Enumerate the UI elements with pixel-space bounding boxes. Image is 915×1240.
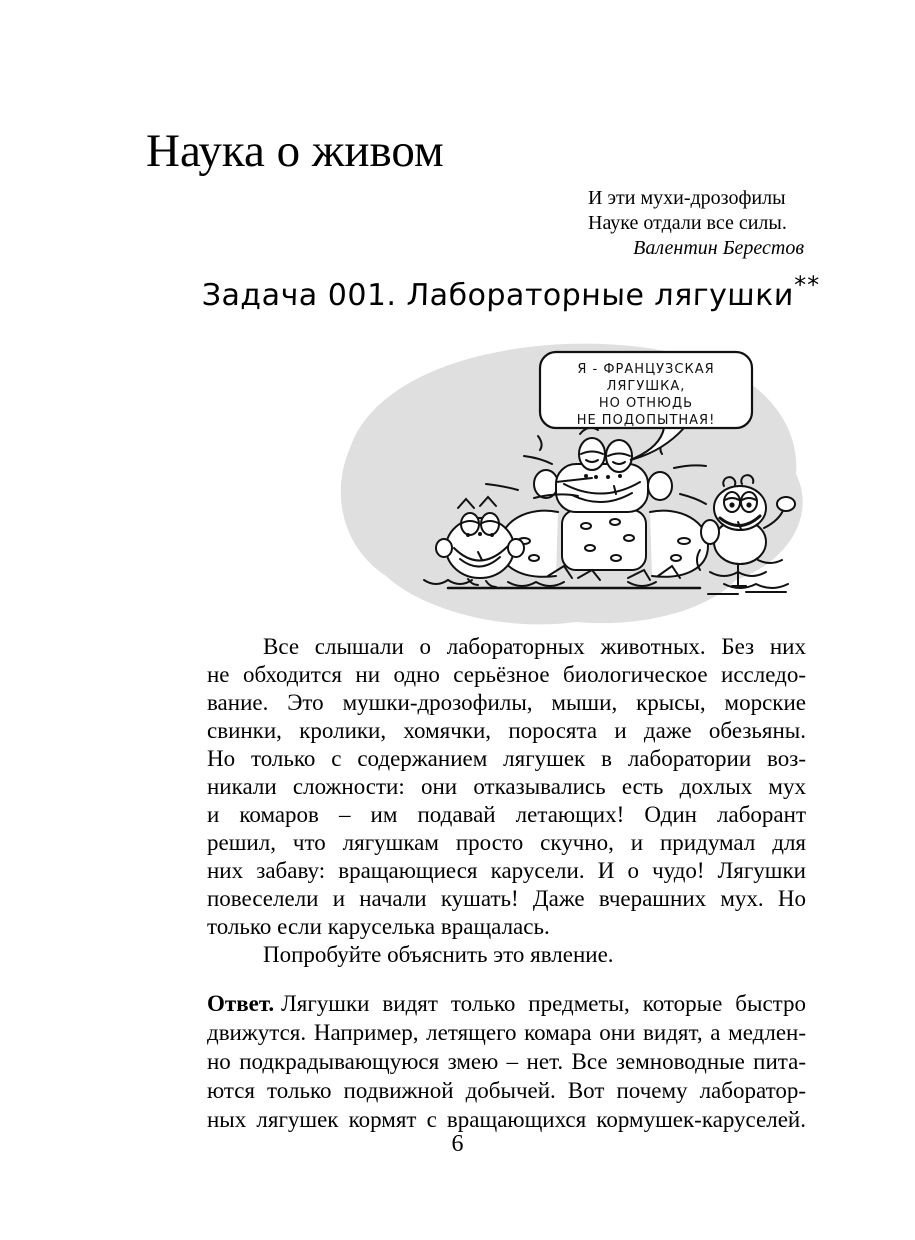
left-frog-head xyxy=(446,518,514,578)
bubble-line: НО ОТНЮДЬ xyxy=(598,396,694,411)
text-line: Но только с содержанием лягушек в лаборатории воз- xyxy=(207,746,806,771)
task-title-text: Задача 001. Лабораторные лягушки xyxy=(201,278,795,313)
text-line: повеселели и начали кушать! Даже вчерашних мух. Но xyxy=(207,886,806,911)
task-title xyxy=(201,272,820,313)
text-line: них забаву: вращающиеся карусели. И о чудо! Лягушки xyxy=(207,858,806,883)
big-frog-head xyxy=(556,464,648,512)
body-text xyxy=(207,633,806,1134)
bubble-line: НЕ ПОДОПЫТНАЯ! xyxy=(576,413,716,428)
text-line: не обходится ни одно серьёзное биологическое исследо- xyxy=(207,662,806,687)
page-number: 6 xyxy=(451,1131,464,1157)
text-line: вание. Это мушки-дрозофилы, мыши, крысы, морские xyxy=(207,690,806,715)
answer-first-line: Лягушки видят только предметы, которые быстро xyxy=(281,991,806,1016)
epigraph-line: Науке отдали все силы. xyxy=(588,212,787,234)
text-line: Попробуйте объяснить это явление. xyxy=(263,942,614,967)
text-line: ются только подвижной добычей. Вот почему лаборатор- xyxy=(207,1078,806,1103)
bubble-line: Я - ФРАНЦУЗСКАЯ xyxy=(577,362,715,377)
text-line: ных лягушек кормят с вращающихся кормушек-каруселей. xyxy=(207,1107,806,1132)
text-line xyxy=(207,989,806,1018)
text-line: свинки, кролики, хомячки, поросята и даже обезьяны. xyxy=(207,718,806,743)
task-difficulty-marker: ** xyxy=(793,271,821,299)
bubble-line: ЛЯГУШКА, xyxy=(606,379,686,394)
answer-paragraph xyxy=(207,989,806,1134)
text-line: никали сложности: они отказывались есть дохлых мух xyxy=(207,774,806,799)
text-line: Все слышали о лабораторных животных. Без них xyxy=(263,634,806,659)
answer-label: Ответ. xyxy=(207,991,275,1016)
frog-cartoon-illustration xyxy=(328,336,818,634)
epigraph-attribution: Валентин Берестов xyxy=(633,237,804,259)
text-line: но подкрадывающуюся змею – нет. Все земноводные пита- xyxy=(207,1049,806,1074)
epigraph xyxy=(588,186,804,261)
problem-paragraph xyxy=(207,633,806,941)
epigraph-line: И эти мухи-дрозофилы xyxy=(588,187,786,209)
frog-cartoon-svg xyxy=(328,336,818,634)
text-line: только если каруселька вращалась. xyxy=(207,914,550,939)
text-line: и комаров – им подавай летающих! Один лаборант xyxy=(207,802,806,827)
text-line: движутся. Например, летящего комара они видят, а медлен- xyxy=(207,1020,806,1045)
chapter-title: Наука о живом xyxy=(146,125,444,177)
text-line: решил, что лягушкам просто скучно, и придумал для xyxy=(207,830,806,855)
right-frog-head xyxy=(714,486,766,530)
prompt-paragraph xyxy=(207,941,806,969)
